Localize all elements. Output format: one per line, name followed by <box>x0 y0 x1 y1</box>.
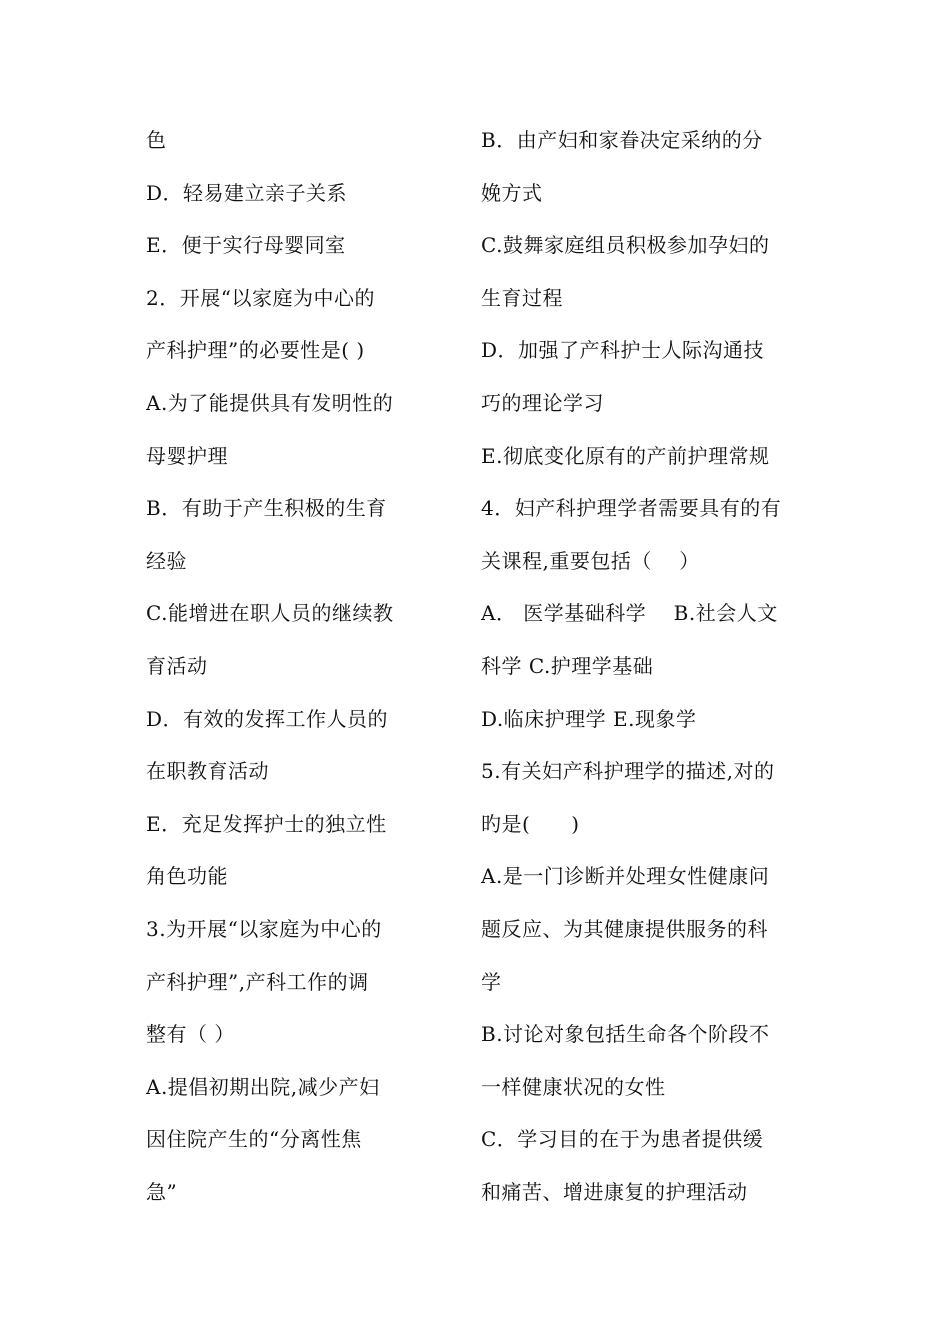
text-line: 娩方式 <box>481 180 543 205</box>
text-line: 角色功能 <box>146 864 228 889</box>
text-line: A.提倡初期出院,减少产妇 <box>146 1074 380 1099</box>
text-line: 关课程,重要包括（ ） <box>481 548 700 573</box>
text-line: 在职教育活动 <box>146 759 269 784</box>
text-line: 经验 <box>146 548 187 573</box>
text-line: A.为了能提供具有发明性的 <box>146 390 394 415</box>
text-line: C.鼓舞家庭组员积极参加孕妇的 <box>481 233 770 258</box>
question-4-line: 4．妇产科护理学者需要具有的有 <box>481 496 782 521</box>
text-line: D.临床护理学 E.现象学 <box>481 706 697 731</box>
text-line: 一样健康状况的女性 <box>481 1074 666 1099</box>
text-line: 旳是( ) <box>481 811 580 836</box>
text-line: 和痛苦、增进康复的护理活动 <box>481 1179 748 1204</box>
text-line: C．学习目的在于为患者提供缓 <box>481 1127 764 1152</box>
text-line: E.彻底变化原有的产前护理常规 <box>481 443 770 468</box>
text-line: E．便于实行母婴同室 <box>146 233 346 258</box>
text-line: D．有效的发挥工作人员的 <box>146 706 389 731</box>
text-line: B.讨论对象包括生命各个阶段不 <box>481 1022 770 1047</box>
text-line: 急” <box>146 1179 178 1204</box>
text-line: 色 <box>146 128 167 152</box>
text-line: 育活动 <box>146 653 208 678</box>
text-line: 学 <box>481 969 502 994</box>
text-line: C.能增进在职人员的继续教 <box>146 601 394 626</box>
text-line: A.是一门诊断并处理女性健康问 <box>481 864 770 889</box>
text-line: 产科护理”,产科工作的调 <box>146 969 369 994</box>
text-line: D．加强了产科护士人际沟通技 <box>481 338 765 363</box>
text-line: 产科护理”的必要性是( ) <box>146 338 365 363</box>
text-line: A． 医学基础科学 B.社会人文 <box>481 601 778 626</box>
text-line: 题反应、为其健康提供服务的科 <box>481 916 768 941</box>
text-line: B．有助于产生积极的生育 <box>146 496 387 521</box>
question-2-line: 2．开展“以家庭为中心的 <box>146 285 375 310</box>
text-line: B．由产妇和家眷决定采纳的分 <box>481 128 763 152</box>
text-line: D．轻易建立亲子关系 <box>146 180 348 205</box>
text-line: 整有（ ） <box>146 1022 235 1047</box>
text-line: E．充足发挥护士的独立性 <box>146 811 387 836</box>
question-5-line: 5.有关妇产科护理学的描述,对的 <box>481 759 775 784</box>
text-line: 生育过程 <box>481 285 563 310</box>
question-3-line: 3.为开展“以家庭为中心的 <box>146 916 382 941</box>
text-line: 母婴护理 <box>146 443 228 468</box>
text-line: 因住院产生的“分离性焦 <box>146 1127 362 1152</box>
right-column <box>481 114 811 1218</box>
text-line: 科学 C.护理学基础 <box>481 653 654 678</box>
left-column <box>146 114 426 1218</box>
text-line: 巧的理论学习 <box>481 390 604 415</box>
